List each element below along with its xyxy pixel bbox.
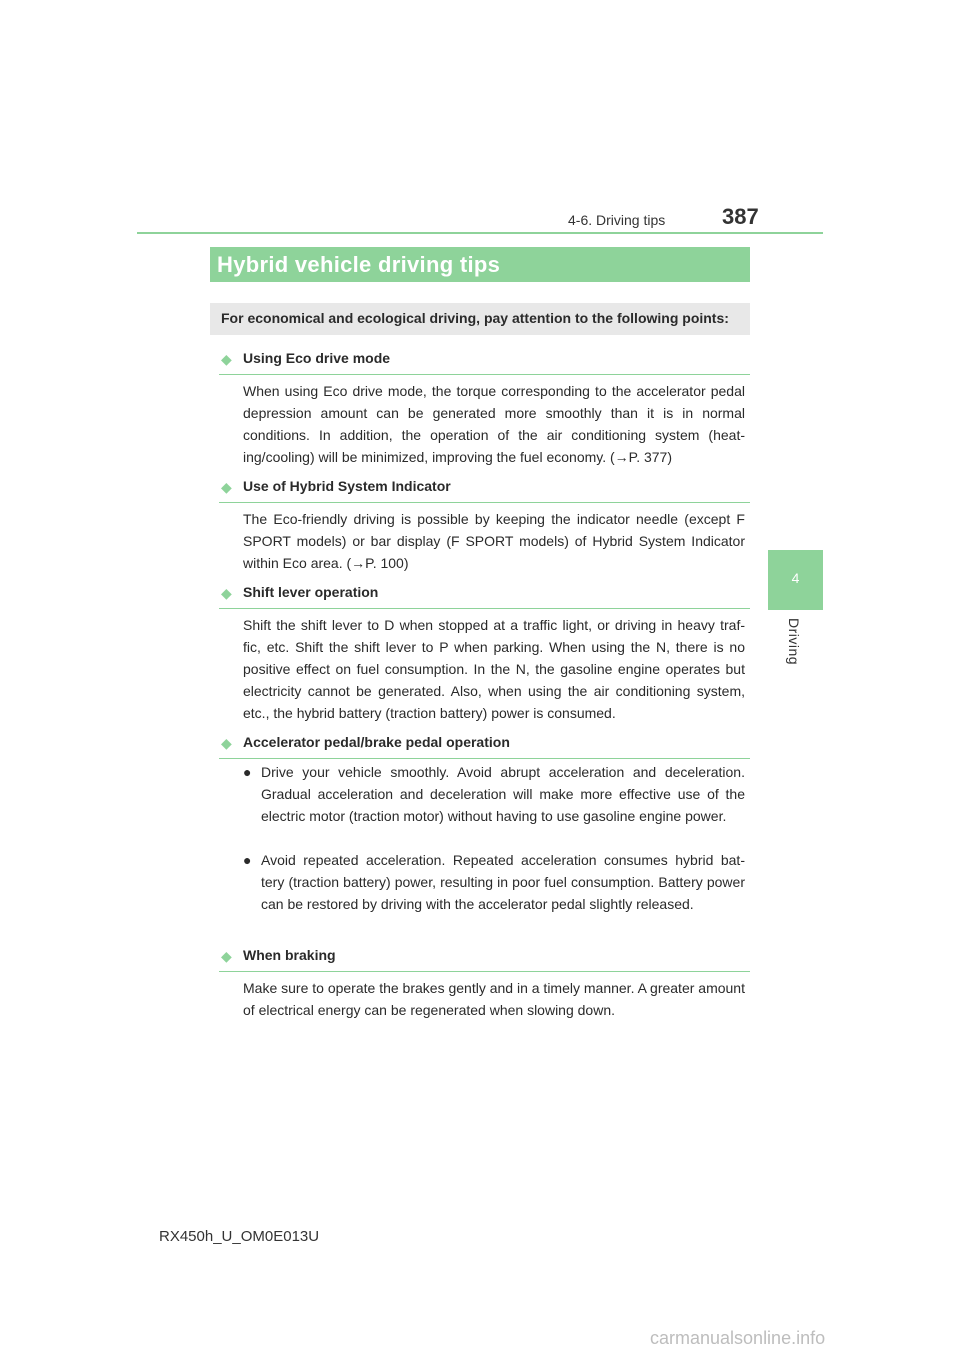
diamond-icon: ◆: [221, 948, 232, 964]
manual-code: RX450h_U_OM0E013U: [159, 1228, 320, 1245]
list-item-text: Avoid repeated acceleration. Repeated acceleration consumes hybrid bat- tery (traction battery) power, resulting in poor fuel consumption. Battery power can be restored by driving with the accelerator pedal slightly released.: [261, 852, 745, 912]
watermark: carmanualsonline.info: [650, 1328, 826, 1348]
page-number: 387: [722, 204, 759, 229]
intro-text: For economical and ecological driving, pay attention to the following points:: [221, 310, 729, 326]
chapter-tab: [768, 550, 823, 610]
page-title: Hybrid vehicle driving tips: [217, 252, 501, 277]
title-bar: [210, 247, 750, 282]
section-heading-eco-mode: [219, 348, 750, 375]
section-text-shift-lever: Shift the shift lever to D when stopped at a traffic light, or driving in heavy traf- fic, etc. Shift the shift lever to P when parking. When using the N, there is no positive effect on fuel consumption. In the N, the gasoline engine operates but electricity cannot be generated. Also, when using the air conditioning system, etc., the hybrid battery (traction battery) power is consumed.: [243, 617, 745, 721]
diamond-icon: ◆: [221, 351, 232, 367]
chapter-label: Driving: [786, 618, 802, 666]
list-item-text: Drive your vehicle smoothly. Avoid abrupt acceleration and deceleration. Gradual acceleration and deceleration will make more effective use of the electric motor (traction motor) without having to use gasoline engine power.: [261, 764, 745, 824]
section-heading-text: Use of Hybrid System Indicator: [243, 478, 451, 494]
section-heading-text: When braking: [243, 947, 336, 963]
section-text-hybrid-indicator: The Eco-friendly driving is possible by keeping the indicator needle (except F SPORT models) or bar display (F SPORT models) of Hybrid System Indicator within Eco area. (→P. 100): [243, 511, 745, 571]
section-heading-text: Using Eco drive mode: [243, 350, 391, 366]
chapter-number: 4: [791, 570, 800, 586]
section-heading-text: Accelerator pedal/brake pedal operation: [243, 734, 510, 750]
bullet-dot-icon: ●: [243, 764, 252, 780]
section-text-eco-mode: When using Eco drive mode, the torque corresponding to the accelerator pedal depression amount can be generated more smoothly than it is in normal conditions. In addition, the operation of the air conditioning system (heat- ing/cooling) will be minimized, improving the fuel economy. (→P. 377): [243, 383, 745, 465]
diamond-icon: ◆: [221, 735, 232, 751]
diamond-icon: ◆: [221, 585, 232, 601]
intro-box: [210, 303, 750, 335]
list-item: [243, 849, 745, 915]
header-rule: [137, 232, 823, 234]
section-text-braking: Make sure to operate the brakes gently and in a timely manner. A greater amount of electrical energy can be regenerated when slowing down.: [243, 980, 745, 1018]
section-heading-shift-lever: [219, 582, 750, 609]
section-heading-pedal-operation: [219, 732, 750, 759]
list-item: [243, 761, 745, 827]
section-heading-hybrid-indicator: [219, 476, 750, 503]
section-heading-braking: [219, 945, 750, 972]
section-title: 4-6. Driving tips: [568, 212, 666, 228]
section-heading-text: Shift lever operation: [243, 584, 379, 600]
diamond-icon: ◆: [221, 479, 232, 495]
bullet-dot-icon: ●: [243, 852, 252, 868]
